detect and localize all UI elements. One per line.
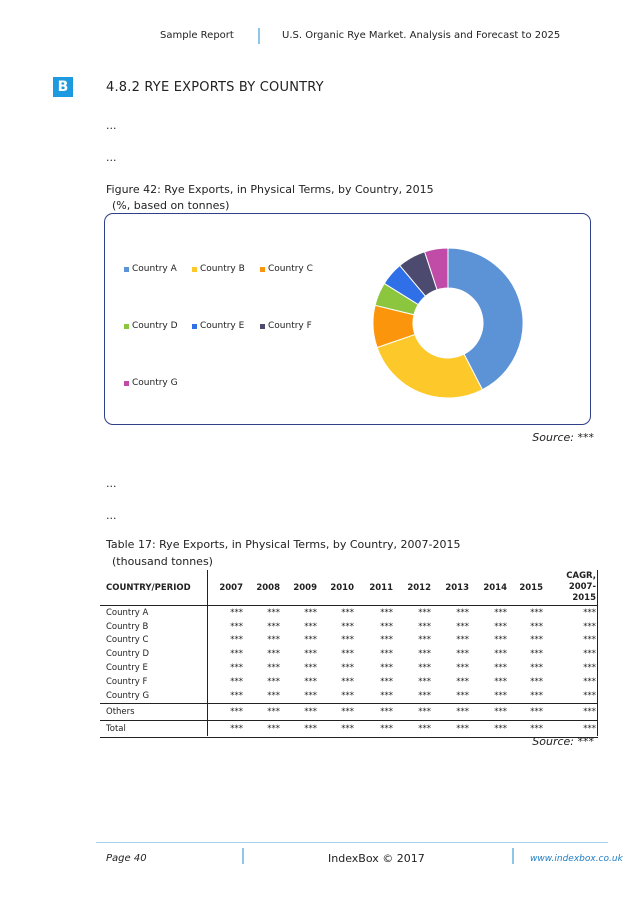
table-row-label: Country A bbox=[106, 607, 149, 618]
table-cell: *** bbox=[341, 676, 354, 687]
table-cell: *** bbox=[494, 663, 507, 674]
table-cell: *** bbox=[341, 649, 354, 660]
table-cell: *** bbox=[230, 649, 243, 660]
table-cell: *** bbox=[304, 649, 317, 660]
table-cell: *** bbox=[456, 607, 469, 618]
ellipsis-3: ... bbox=[106, 477, 117, 490]
table-cell: *** bbox=[494, 635, 507, 646]
table-cell: *** bbox=[282, 720, 319, 737]
table-cell: *** bbox=[583, 607, 596, 618]
table-cell: *** bbox=[418, 635, 431, 646]
donut-chart bbox=[370, 246, 526, 402]
legend-item bbox=[260, 264, 313, 274]
table-cell: *** bbox=[418, 676, 431, 687]
table-cell: *** bbox=[380, 676, 393, 687]
table-cell: *** bbox=[245, 720, 282, 737]
table-header-cagr-line: CAGR, bbox=[566, 571, 596, 581]
table-subtitle: (thousand tonnes) bbox=[112, 555, 213, 568]
legend-item bbox=[124, 321, 178, 331]
table-row bbox=[100, 606, 598, 620]
legend-swatch bbox=[124, 381, 129, 386]
table-row-label: Country C bbox=[106, 635, 149, 646]
figure-source: Source: *** bbox=[532, 431, 594, 444]
table-row bbox=[100, 647, 598, 661]
table-cell: *** bbox=[304, 607, 317, 618]
table-header-year: 2014 bbox=[483, 582, 507, 593]
table-cell: *** bbox=[418, 621, 431, 632]
legend-label: Country F bbox=[268, 321, 312, 331]
figure-title: Figure 42: Rye Exports, in Physical Terms, by Country, 2015 bbox=[106, 183, 434, 196]
table-cell: *** bbox=[230, 607, 243, 618]
table-row bbox=[100, 620, 598, 634]
table-cell: *** bbox=[380, 663, 393, 674]
legend-label: Country D bbox=[132, 321, 178, 331]
table-cell: *** bbox=[583, 621, 596, 632]
table-cell: *** bbox=[456, 663, 469, 674]
table-cell: *** bbox=[230, 663, 243, 674]
table-cell: *** bbox=[282, 703, 319, 720]
table-cell: *** bbox=[267, 649, 280, 660]
table-cell: *** bbox=[545, 720, 598, 737]
table-row bbox=[100, 634, 598, 648]
table-cell: *** bbox=[230, 676, 243, 687]
table-cell: *** bbox=[267, 607, 280, 618]
table-cell: *** bbox=[304, 663, 317, 674]
table-cell: *** bbox=[304, 676, 317, 687]
legend-item bbox=[192, 264, 245, 274]
table-cell: *** bbox=[530, 621, 543, 632]
table-cell: *** bbox=[341, 663, 354, 674]
table-header-cagr bbox=[545, 570, 598, 606]
legend-swatch bbox=[260, 324, 265, 329]
table-cell: *** bbox=[583, 690, 596, 701]
table-header-year: 2009 bbox=[293, 582, 317, 593]
legend-swatch bbox=[124, 324, 129, 329]
table-cell: *** bbox=[433, 720, 471, 737]
table-header-year: 2007 bbox=[219, 582, 243, 593]
table-row-label: Country D bbox=[106, 649, 150, 660]
table-cell: *** bbox=[418, 607, 431, 618]
table-cell: *** bbox=[267, 621, 280, 632]
table-row bbox=[100, 661, 598, 675]
table-cell: *** bbox=[380, 649, 393, 660]
table-cell: *** bbox=[380, 635, 393, 646]
table-cell: *** bbox=[418, 649, 431, 660]
footer-separator-2 bbox=[512, 848, 514, 864]
footer-url[interactable]: www.indexbox.co.uk bbox=[530, 854, 623, 864]
table-cell: *** bbox=[530, 690, 543, 701]
table-header-cagr-line: 2007- bbox=[568, 582, 596, 592]
table-cell: *** bbox=[319, 703, 356, 720]
table-cell: *** bbox=[456, 635, 469, 646]
section-title: 4.8.2 RYE EXPORTS BY COUNTRY bbox=[106, 80, 324, 95]
table-cell: *** bbox=[304, 621, 317, 632]
legend-label: Country G bbox=[132, 378, 178, 388]
table-cell: *** bbox=[230, 621, 243, 632]
header-right: U.S. Organic Rye Market. Analysis and Forecast to 2025 bbox=[282, 30, 561, 41]
table-cell: *** bbox=[530, 649, 543, 660]
table-vline-right bbox=[597, 570, 598, 736]
legend-swatch bbox=[124, 267, 129, 272]
table-cell: *** bbox=[583, 649, 596, 660]
table-cell: *** bbox=[395, 720, 433, 737]
table-cell: *** bbox=[509, 703, 545, 720]
table-cell: *** bbox=[356, 703, 395, 720]
table-cell: *** bbox=[509, 720, 545, 737]
table-source: Source: *** bbox=[532, 735, 594, 748]
figure-subtitle: (%, based on tonnes) bbox=[112, 199, 230, 212]
legend-item bbox=[124, 264, 177, 274]
table-cell: *** bbox=[267, 690, 280, 701]
table-cell: *** bbox=[545, 703, 598, 720]
table-cell: *** bbox=[494, 676, 507, 687]
table-cell: *** bbox=[208, 703, 245, 720]
table-cell: *** bbox=[456, 649, 469, 660]
section-badge: B bbox=[53, 77, 73, 97]
table-cell: *** bbox=[418, 690, 431, 701]
table-cell: *** bbox=[208, 720, 245, 737]
table-cell: *** bbox=[341, 621, 354, 632]
legend-item bbox=[124, 378, 178, 388]
table-row-label: Country B bbox=[106, 621, 149, 632]
table-cell: *** bbox=[245, 703, 282, 720]
table-row-label: Others bbox=[100, 703, 208, 720]
table-row-label: Total bbox=[100, 720, 208, 737]
donut-slice bbox=[377, 334, 482, 398]
table-cell: *** bbox=[530, 635, 543, 646]
table-cell: *** bbox=[319, 720, 356, 737]
table-cell: *** bbox=[230, 635, 243, 646]
table-cell: *** bbox=[530, 607, 543, 618]
table-row-label: Country G bbox=[106, 690, 150, 701]
table-header-year: 2012 bbox=[407, 582, 431, 593]
table-header-year: 2013 bbox=[445, 582, 469, 593]
ellipsis-1: ... bbox=[106, 119, 117, 132]
table-header-year: 2011 bbox=[369, 582, 393, 593]
footer-center: IndexBox © 2017 bbox=[328, 852, 425, 865]
legend-item bbox=[192, 321, 244, 331]
table-cell: *** bbox=[380, 607, 393, 618]
table-header-year: 2010 bbox=[330, 582, 354, 593]
table-cell: *** bbox=[471, 703, 509, 720]
header-left: Sample Report bbox=[160, 30, 234, 41]
legend-swatch bbox=[192, 324, 197, 329]
legend-swatch bbox=[260, 267, 265, 272]
legend-label: Country E bbox=[200, 321, 245, 331]
table-cell: *** bbox=[267, 676, 280, 687]
table-cell: *** bbox=[494, 649, 507, 660]
legend-label: Country B bbox=[200, 264, 245, 274]
table-cell: *** bbox=[494, 690, 507, 701]
table-cell: *** bbox=[433, 703, 471, 720]
footer-separator-1 bbox=[242, 848, 244, 864]
table-cell: *** bbox=[304, 635, 317, 646]
table-cell: *** bbox=[530, 663, 543, 674]
ellipsis-4: ... bbox=[106, 509, 117, 522]
table-header-cagr-line: 2015 bbox=[572, 593, 596, 603]
table-cell: *** bbox=[494, 607, 507, 618]
legend-swatch bbox=[192, 267, 197, 272]
table-cell: *** bbox=[583, 676, 596, 687]
table-cell: *** bbox=[456, 621, 469, 632]
header-separator bbox=[258, 28, 260, 44]
footer-page: Page 40 bbox=[106, 853, 147, 864]
table-cell: *** bbox=[267, 635, 280, 646]
table-row-label: Country F bbox=[106, 676, 148, 687]
table-cell: *** bbox=[356, 720, 395, 737]
table-header-period: COUNTRY/PERIOD bbox=[106, 582, 191, 593]
table-cell: *** bbox=[471, 720, 509, 737]
table-cell: *** bbox=[583, 663, 596, 674]
table-header-year: 2015 bbox=[519, 582, 543, 593]
table-cell: *** bbox=[530, 676, 543, 687]
legend-label: Country A bbox=[132, 264, 177, 274]
table-cell: *** bbox=[380, 690, 393, 701]
table-row-label: Country E bbox=[106, 663, 148, 674]
table-cell: *** bbox=[418, 663, 431, 674]
table-title: Table 17: Rye Exports, in Physical Terms, by Country, 2007-2015 bbox=[106, 538, 461, 551]
table-row bbox=[100, 689, 598, 703]
table-header-year: 2008 bbox=[256, 582, 280, 593]
footer-line bbox=[96, 842, 608, 843]
table-vline-left bbox=[207, 570, 208, 736]
table-cell: *** bbox=[583, 635, 596, 646]
table-cell: *** bbox=[341, 607, 354, 618]
legend-item bbox=[260, 321, 312, 331]
table-cell: *** bbox=[304, 690, 317, 701]
table-cell: *** bbox=[456, 690, 469, 701]
table-cell: *** bbox=[494, 621, 507, 632]
table-cell: *** bbox=[341, 635, 354, 646]
table-cell: *** bbox=[230, 690, 243, 701]
table-cell: *** bbox=[395, 703, 433, 720]
table-cell: *** bbox=[456, 676, 469, 687]
table-row bbox=[100, 703, 598, 720]
chart-legend bbox=[124, 264, 344, 394]
legend-label: Country C bbox=[268, 264, 313, 274]
table-cell: *** bbox=[341, 690, 354, 701]
table-cell: *** bbox=[267, 663, 280, 674]
exports-table bbox=[100, 570, 598, 738]
table-cell: *** bbox=[380, 621, 393, 632]
ellipsis-2: ... bbox=[106, 151, 117, 164]
table-row bbox=[100, 675, 598, 689]
